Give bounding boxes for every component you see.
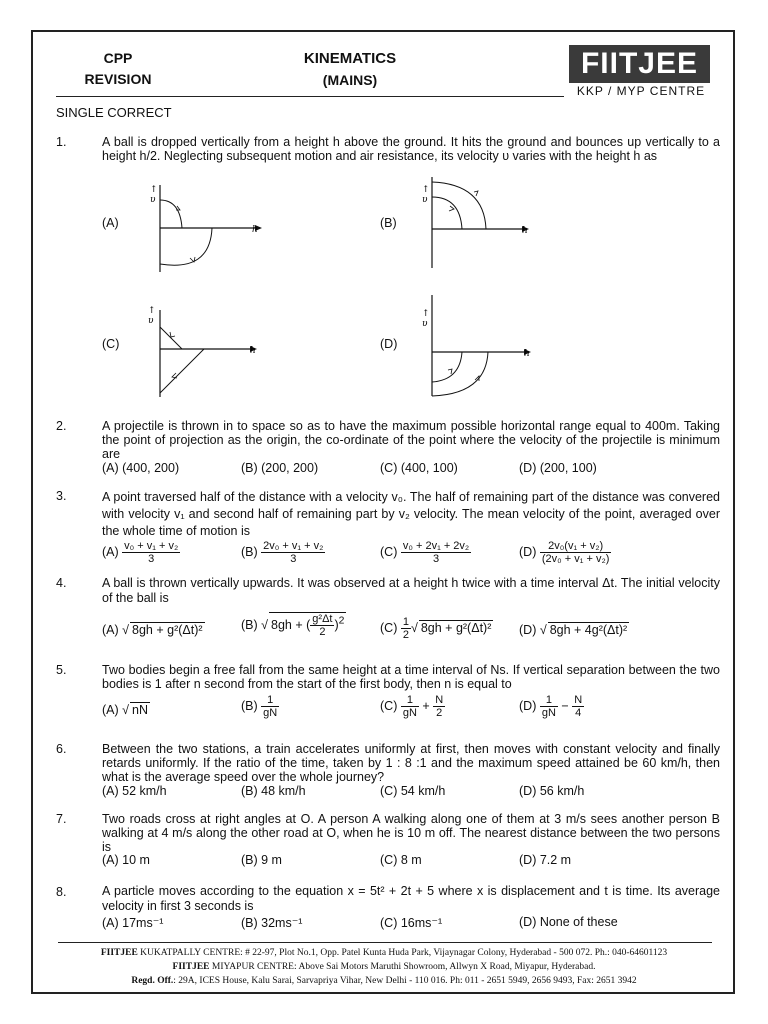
q6-option-c: (C) 54 km/h bbox=[380, 784, 446, 798]
q1-option-a-label: (A) bbox=[102, 216, 119, 230]
q1-option-d-label: (D) bbox=[380, 337, 398, 351]
q1-option-b-label: (B) bbox=[380, 216, 397, 230]
q1-graph-b bbox=[412, 172, 542, 272]
footer-line-1: FIITJEE KUKATPALLY CENTRE: # 22-97, Plot No.1, Opp. Patel Kunta Huda Park, Vijaynagar Colony, Hyderabad - 500 072. Ph.: 040-64601123 bbox=[100, 948, 668, 958]
q1-number: 1. bbox=[56, 135, 67, 149]
q4-option-a: (A) √ 8gh + g²(Δt)² bbox=[102, 623, 203, 637]
q3-text: A point traversed half of the distance with a velocity v₀. The half of remaining part of the distance was convered with velocity v₁ and second half of remaining part by v₂ velocity. The mean velocity of the point, averaged over the whole time of motion is bbox=[102, 490, 720, 538]
q8-number: 8. bbox=[56, 885, 67, 899]
q5-option-b: (B) $\frac{1}{gN}$ bbox=[241, 694, 278, 719]
q7-number: 7. bbox=[56, 812, 67, 826]
q8-option-d: (D) None of these bbox=[519, 915, 618, 929]
footer-line-2: FIITJEE MIYAPUR CENTRE: Above Sai Motors Maruthi Showroom, Allwyn X Road, Miyapur, Hyderabad. bbox=[172, 962, 596, 972]
section-heading: SINGLE CORRECT bbox=[56, 105, 172, 120]
q1-text: A ball is dropped vertically from a height h above the ground. It hits the ground and bounces up vertically to a height h/2. Neglecting subsequent motion and air resistance, its velocity υ varies with the height h as bbox=[102, 135, 720, 163]
footer-rule bbox=[58, 942, 712, 943]
q1-graph-d bbox=[412, 290, 542, 400]
q3-option-c: (C) $\frac{\text{v₀ + 2v₁ + 2v₂}}{3}$ bbox=[380, 540, 470, 565]
q7-option-c: (C) 8 m bbox=[380, 853, 422, 867]
q8-option-b: (B) 32ms⁻¹ bbox=[241, 916, 303, 930]
q1-graph-c-axis-v: υ bbox=[148, 316, 154, 326]
q5-number: 5. bbox=[56, 663, 67, 677]
q4-option-d: (D) √ 8gh + 4g²(Δt)² bbox=[519, 623, 628, 637]
svg-text:↑: ↑ bbox=[422, 309, 430, 319]
q4-number: 4. bbox=[56, 576, 67, 590]
q1-option-c-label: (C) bbox=[102, 337, 120, 351]
q1-graph-c bbox=[140, 305, 270, 400]
svg-text:↑: ↑ bbox=[148, 306, 156, 316]
q7-option-b: (B) 9 m bbox=[241, 853, 282, 867]
q1-graph-a-axis-v: υ bbox=[150, 195, 156, 205]
centre-label: KKP / MYP CENTRE bbox=[576, 84, 706, 98]
header-rule bbox=[56, 96, 564, 97]
q5-option-a: (A) √ nN bbox=[102, 703, 148, 717]
q2-option-d: (D) (200, 100) bbox=[519, 461, 597, 475]
q2-text: A projectile is thrown in to space so as to have the maximum possible horizontal range equal to 400m. Taking the point of projection as the origin, the co-ordinate of the point where the velocity of the projectile is minimum are bbox=[102, 419, 720, 461]
q6-option-a: (A) 52 km/h bbox=[102, 784, 167, 798]
q4-option-b: (B) √ 8gh + ( $\frac{\text{g²Δt}}{2}$ )$^2$ bbox=[241, 613, 345, 638]
q1-graph-d-axis-h: h bbox=[524, 349, 530, 359]
q5-text: Two bodies begin a free fall from the same height at a time interval of Ns. If vertical separation between the two bodies is 1 after n second from the start of the first body, then n is equal to bbox=[102, 663, 720, 691]
q5-option-d: (D) $\frac{1}{gN}$ − $\frac{N}{4}$ bbox=[519, 694, 583, 719]
page-subtitle: (MAINS) bbox=[322, 72, 378, 88]
q3-option-a: (A) $\frac{\text{v₀ + v₁ + v₂}}{3}$ bbox=[102, 540, 179, 565]
q6-number: 6. bbox=[56, 742, 67, 756]
q7-option-d: (D) 7.2 m bbox=[519, 853, 572, 867]
q2-option-b: (B) (200, 200) bbox=[241, 461, 319, 475]
footer-line-3: Regd. Off.: 29A, ICES House, Kalu Sarai, Sarvapriya Vihar, New Delhi - 110 016. Ph: 011 - 2651 5949, 2656 9493, Fax: 2651 3942 bbox=[131, 976, 637, 986]
q4-option-c: (C) $\frac{1}{2}$ √ 8gh + g²(Δt)² bbox=[380, 616, 492, 641]
q1-graph-a-axis-h: h bbox=[252, 225, 258, 235]
q3-option-d: (D) $\frac{\text{2v₀(v₁ + v₂)}}{\text{(2v₀ + v₁ + v₂)}}$ bbox=[519, 540, 610, 565]
q2-number: 2. bbox=[56, 419, 67, 433]
q7-text: Two roads cross at right angles at O. A person A walking along one of them at 3 m/s sees another person B walking at 4 m/s along the other road at O, when he is 10 m off. The nearest distance between the two persons is bbox=[102, 812, 720, 854]
q6-option-d: (D) 56 km/h bbox=[519, 784, 585, 798]
q1-graph-b-axis-h: h bbox=[522, 226, 528, 236]
q4-text: A ball is thrown vertically upwards. It was observed at a height h twice with a time interval Δt. The initial velocity of the ball is bbox=[102, 576, 721, 605]
svg-text:↑: ↑ bbox=[150, 185, 158, 195]
header-left-line1: CPP bbox=[103, 50, 133, 66]
q1-graph-c-axis-h: h bbox=[250, 346, 256, 356]
header-left-line2: REVISION bbox=[84, 71, 152, 87]
q1-graph-a bbox=[140, 180, 270, 275]
q3-option-b: (B) $\frac{\text{2v₀ + v₁ + v₂}}{3}$ bbox=[241, 540, 324, 565]
q8-text: A particle moves according to the equation x = 5t² + 2t + 5 where x is displacement and t is time. Its average velocity in first 3 seconds is bbox=[102, 884, 720, 913]
q8-option-a: (A) 17ms⁻¹ bbox=[102, 916, 164, 930]
q2-option-a: (A) (400, 200) bbox=[102, 461, 180, 475]
q2-option-c: (C) (400, 100) bbox=[380, 461, 458, 475]
q6-option-b: (B) 48 km/h bbox=[241, 784, 306, 798]
q1-graph-b-axis-v: υ bbox=[422, 195, 428, 205]
q6-text: Between the two stations, a train accelerates uniformly at first, then moves with constant velocity and finally retards uniformly. If the ratio of the time, taken by 1 : 8 :1 and the maximum speed attained be 60 km/h, then what is the average speed over the whole journey? bbox=[102, 742, 720, 784]
q7-option-a: (A) 10 m bbox=[102, 853, 150, 867]
q1-graph-d-axis-v: υ bbox=[422, 319, 428, 329]
svg-text:↑: ↑ bbox=[422, 185, 430, 195]
page-title: KINEMATICS bbox=[303, 50, 397, 67]
fiitjee-logo: FIITJEE bbox=[569, 45, 710, 83]
q3-number: 3. bbox=[56, 489, 67, 503]
q5-option-c: (C) $\frac{1}{gN}$ + $\frac{N}{2}$ bbox=[380, 694, 444, 719]
q8-option-c: (C) 16ms⁻¹ bbox=[380, 916, 443, 930]
